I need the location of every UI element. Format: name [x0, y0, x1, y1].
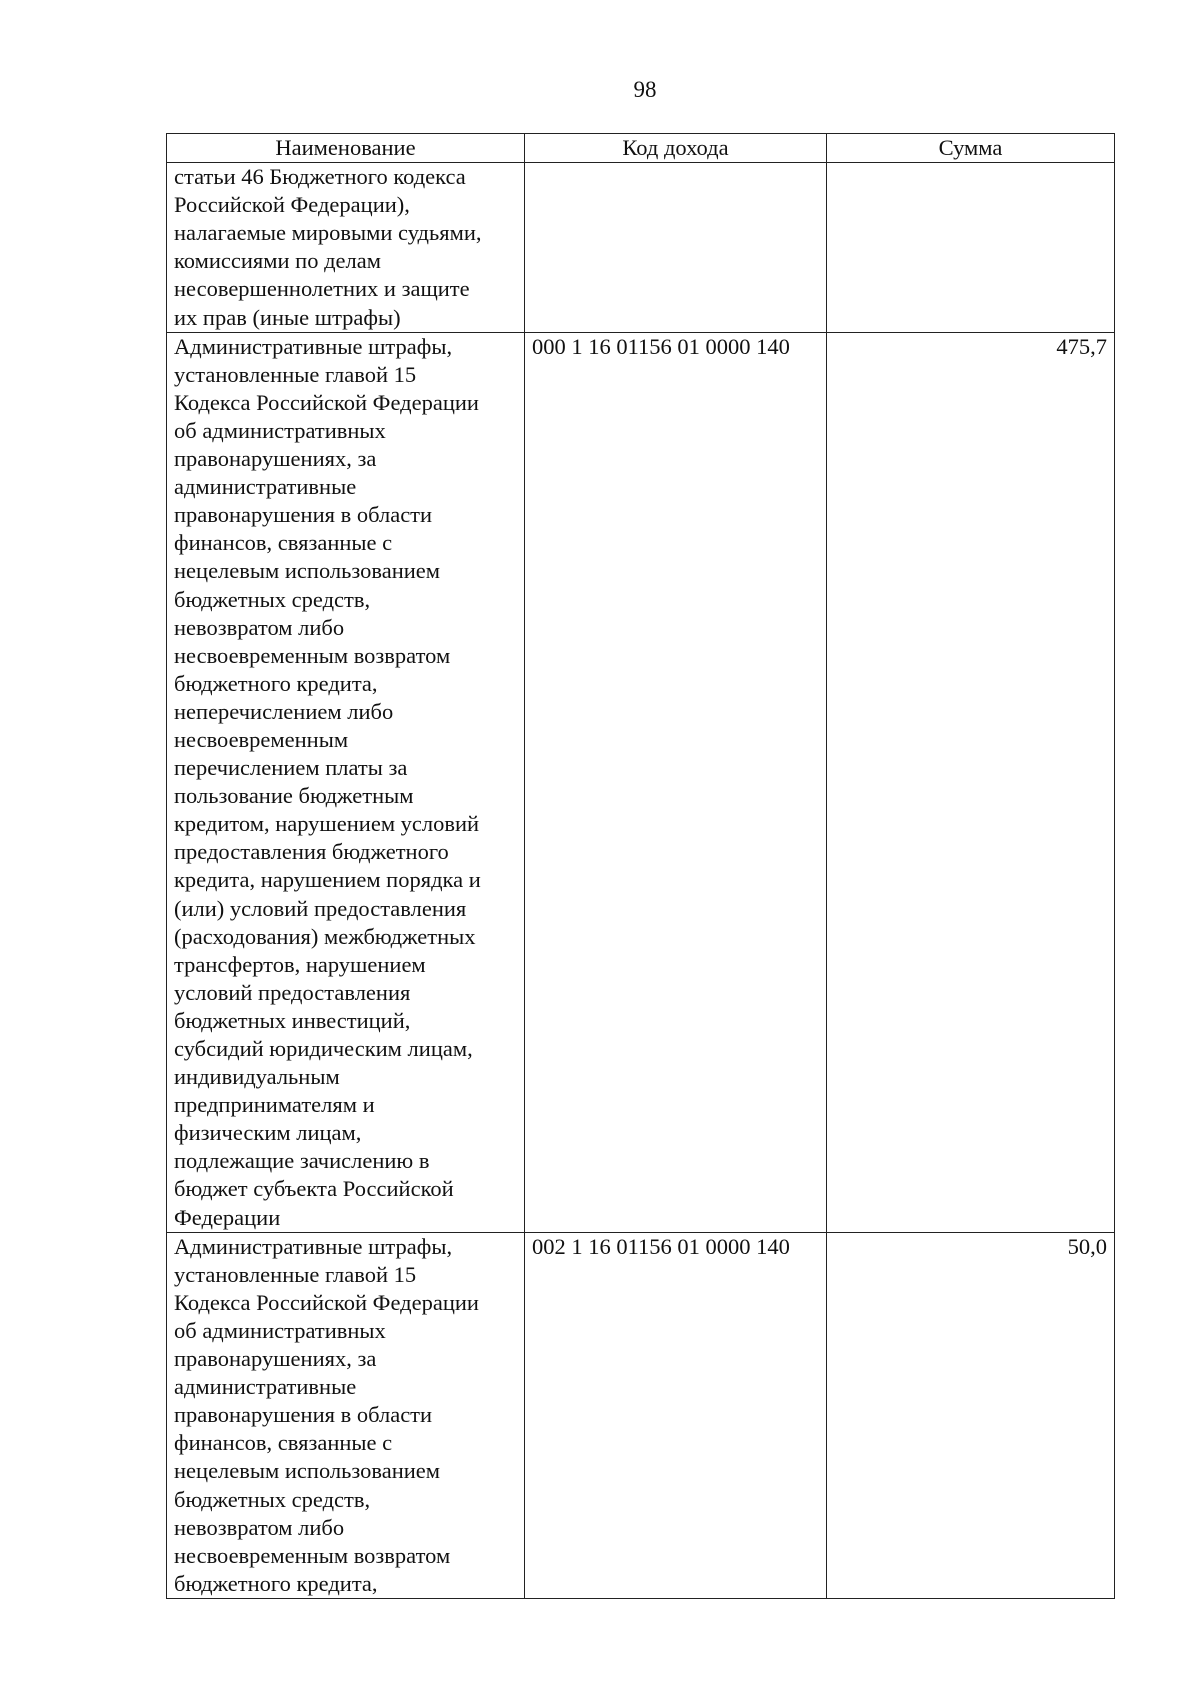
name-line: невозвратом либо	[174, 1514, 345, 1540]
name-line: несвоевременным	[174, 726, 349, 752]
cell-sum	[827, 163, 1115, 333]
name-line: бюджетных инвестиций,	[174, 1007, 411, 1033]
name-line: Административные штрафы,	[174, 1233, 453, 1259]
table-header-row	[167, 134, 1115, 163]
name-line: Кодекса Российской Федерации	[174, 1289, 479, 1315]
cell-name	[167, 332, 525, 1232]
name-line: административные	[174, 1374, 357, 1400]
name-line: об административных	[174, 1317, 386, 1343]
name-line: бюджет субъекта Российской	[174, 1176, 454, 1202]
name-line: кредитом, нарушением условий	[174, 811, 480, 837]
name-line: субсидий юридическим лицам,	[174, 1036, 473, 1061]
cell-name	[167, 163, 525, 333]
cell-code: 000 1 16 01156 01 0000 140	[525, 332, 827, 1232]
name-line: перечислением платы за	[174, 755, 408, 781]
name-line: Федерации	[174, 1204, 281, 1230]
name-line: кредита, нарушением порядка и	[174, 867, 481, 893]
name-line: административные	[174, 474, 357, 500]
name-line: (расходования) межбюджетных	[174, 923, 476, 949]
name-line: Российской Федерации),	[174, 192, 410, 218]
table-row	[167, 163, 1115, 333]
name-line: подлежащие зачислению в	[174, 1148, 430, 1174]
name-line: предоставления бюджетного	[174, 839, 449, 865]
name-line: невозвратом либо	[174, 614, 345, 640]
name-line: бюджетного кредита,	[174, 670, 378, 696]
name-line: их прав (иные штрафы)	[174, 304, 401, 330]
name-line: финансов, связанные с	[174, 1430, 393, 1456]
name-line: об административных	[174, 417, 386, 443]
header-name: Наименование	[167, 134, 525, 163]
name-line: правонарушения в области	[174, 502, 433, 528]
header-sum: Сумма	[827, 134, 1115, 163]
name-line: правонарушениях, за	[174, 1346, 377, 1372]
cell-code: 002 1 16 01156 01 0000 140	[525, 1232, 827, 1598]
table-body	[167, 163, 1115, 1599]
name-line: условий предоставления	[174, 979, 411, 1005]
name-line: Административные штрафы,	[174, 333, 453, 359]
name-line: неперечислением либо	[174, 698, 394, 724]
name-line: физическим лицам,	[174, 1120, 362, 1146]
cell-sum: 475,7	[827, 332, 1115, 1232]
name-line: правонарушениях, за	[174, 446, 377, 472]
name-line: нецелевым использованием	[174, 558, 441, 584]
name-line: несвоевременным возвратом	[174, 642, 451, 668]
name-line: трансфертов, нарушением	[174, 951, 426, 977]
cell-name	[167, 1232, 525, 1598]
name-line: нецелевым использованием	[174, 1458, 441, 1484]
cell-code	[525, 163, 827, 333]
name-line: пользование бюджетным	[174, 783, 414, 809]
table-row	[167, 332, 1115, 1232]
name-line: бюджетных средств,	[174, 1486, 371, 1512]
name-line: статьи 46 Бюджетного кодекса	[174, 164, 466, 190]
name-line: бюджетных средств,	[174, 586, 371, 612]
name-line: финансов, связанные с	[174, 530, 393, 556]
name-line: несовершеннолетних и защите	[174, 276, 470, 302]
name-line: индивидуальным	[174, 1064, 340, 1090]
name-line: установленные главой 15	[174, 1261, 417, 1287]
name-line: предпринимателям и	[174, 1092, 375, 1118]
name-line: правонарушения в области	[174, 1402, 433, 1428]
page-number: 98	[633, 77, 657, 102]
name-line: Кодекса Российской Федерации	[174, 389, 479, 415]
revenue-table	[166, 133, 1115, 1599]
name-line: налагаемые мировыми судьями,	[174, 220, 482, 246]
name-line: бюджетного кредита,	[174, 1570, 378, 1596]
name-line: установленные главой 15	[174, 361, 417, 387]
name-line: (или) условий предоставления	[174, 895, 467, 921]
cell-sum: 50,0	[827, 1232, 1115, 1598]
name-line: комиссиями по делам	[174, 248, 381, 274]
header-code: Код дохода	[525, 134, 827, 163]
table-row	[167, 1232, 1115, 1598]
name-line: несвоевременным возвратом	[174, 1542, 451, 1568]
